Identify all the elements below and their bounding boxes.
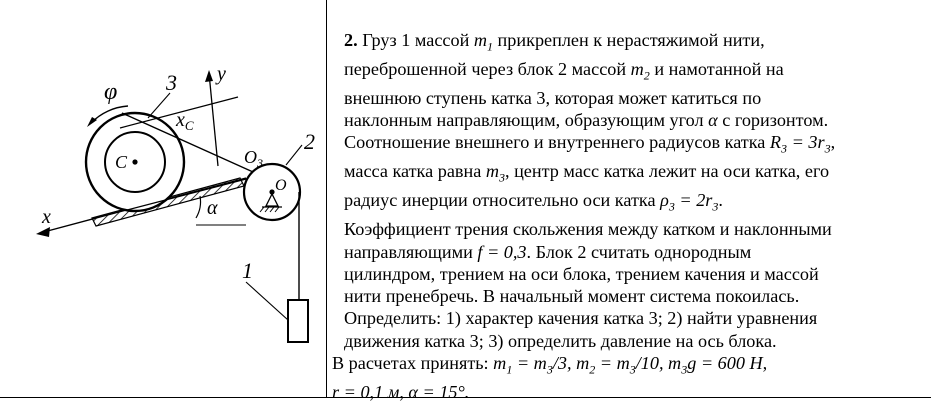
statement-line [344, 330, 904, 352]
statement-text: /10, m [635, 353, 682, 374]
label-phi: φ [104, 79, 118, 105]
label-xc-main: x [176, 109, 185, 131]
statement-text: m [630, 58, 644, 79]
roller-3 [86, 113, 184, 211]
statement-text: 3 [668, 199, 675, 214]
column-divider [326, 0, 327, 398]
statement-line [344, 307, 904, 329]
statement-line [344, 218, 904, 240]
label-o3 [244, 147, 263, 170]
statement-line [344, 58, 904, 87]
statement-text: 3 [712, 199, 719, 214]
statement-text: m [485, 161, 499, 182]
statement-line [344, 131, 904, 160]
statement-text: Определить: 1) характер качения катка 3; 2) найти уравнения [344, 308, 818, 329]
mechanism-figure [0, 0, 326, 398]
statement-text: r [817, 132, 825, 153]
statement-text: . Блок 2 считать однородным [526, 241, 752, 262]
statement-text: r [705, 190, 713, 211]
statement-text: 3 [629, 362, 636, 377]
statement-line [332, 381, 904, 403]
statement-text: R [769, 132, 782, 153]
label-weight-1: 1 [242, 258, 253, 283]
statement-text: 2 [643, 68, 650, 83]
statement-text: α [708, 110, 718, 131]
statement-text: /3, m [552, 353, 590, 374]
statement-line [344, 109, 904, 131]
roller-3-leader [148, 93, 170, 118]
statement-text: m [473, 30, 487, 50]
statement-text: r = 0,1 м, α = 15°. [332, 382, 470, 402]
statement-line [344, 189, 904, 218]
statement-line [344, 241, 904, 263]
label-x-axis: x [42, 206, 51, 228]
block-2-leader [286, 145, 302, 165]
statement-text: прикреплен к нерастяжимой нити, [493, 30, 765, 50]
block-2 [244, 164, 300, 220]
statement-text: наклонным направляющим, образующим угол [344, 110, 709, 131]
weight-1 [288, 300, 308, 342]
statement-text: f = 0,3 [477, 241, 527, 262]
statement-text: = m [595, 353, 630, 374]
statement-text: 1 [506, 362, 513, 377]
label-o3-main: O [244, 147, 257, 167]
statement-text: Коэффициент трения скольжения между катком и наклонными [344, 219, 832, 240]
statement-text: цилиндром, трением на оси блока, трением качения и массой [344, 263, 819, 284]
label-xc [175, 109, 194, 133]
statement-text: внешнюю ступень катка 3, которая может катиться по [344, 87, 762, 108]
label-y-axis: y [217, 63, 226, 85]
statement-text: нити пренебречь. В начальный момент система покоилась. [344, 286, 800, 307]
label-o: O [275, 177, 287, 194]
statement-text: , [830, 132, 836, 153]
statement-text: переброшенной через блок 2 массой [344, 58, 631, 79]
problem-number: 2. [344, 30, 358, 50]
statement-text: = 3 [787, 132, 818, 153]
statement-text: движения катка 3; 3) определить давление на ось блока. [344, 330, 777, 351]
statement-text: Груз 1 массой [362, 30, 474, 50]
statement-text: m [493, 353, 507, 374]
statement-text: ρ [660, 190, 669, 211]
statement-text: 3 [546, 362, 553, 377]
statement-text: Соотношение внешнего и внутреннего радиусов катка [344, 132, 770, 153]
statement-text: направляющими [344, 241, 478, 262]
statement-text: . [718, 190, 723, 211]
statement-text: g = 600 Н, [687, 353, 768, 374]
statement-line [344, 29, 904, 58]
label-center-c: C [115, 152, 128, 172]
weight-1-leader [246, 282, 288, 320]
statement-text: 3 [498, 171, 505, 186]
statement-text: масса катка равна [344, 161, 486, 182]
statement-text: = m [512, 353, 547, 374]
statement-text: 1 [487, 39, 493, 54]
statement-line [332, 352, 904, 381]
statement-text: В расчетах принять: [332, 353, 494, 374]
label-o3-sub: 3 [257, 156, 263, 170]
label-xc-sub: C [184, 118, 194, 133]
mechanism-diagram [0, 0, 326, 398]
statement-text: и намотанной на [649, 58, 784, 79]
statement-text: с горизонтом. [717, 110, 829, 131]
statement-line [344, 160, 904, 189]
label-block-2: 2 [304, 129, 315, 154]
label-body-3: 3 [166, 70, 177, 95]
statement-line [344, 285, 904, 307]
statement-text: = 2 [674, 190, 706, 211]
statement-text: 2 [589, 362, 596, 377]
statement-text: 3 [824, 142, 831, 157]
statement-text: радиус инерции относительно оси катка [344, 190, 661, 211]
statement-line [344, 87, 904, 109]
statement-text: , центр масс катка лежит на оси катка, его [504, 161, 830, 182]
statement-text: 3 [781, 142, 788, 157]
statement-line [344, 263, 904, 285]
x-axis [36, 227, 50, 237]
problem-statement [332, 29, 904, 403]
label-alpha: α [207, 197, 218, 219]
statement-text: 3 [681, 362, 688, 377]
